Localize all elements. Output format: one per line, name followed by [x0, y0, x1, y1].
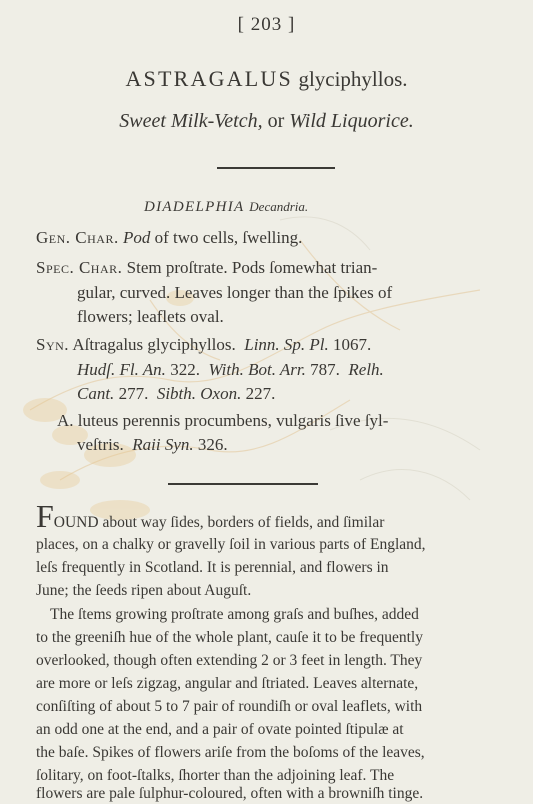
- paragraph-1-line-2: places, on a chalky or gravelly ſoil in various parts of England,: [36, 536, 426, 553]
- paragraph-1-line-3: leſs frequently in Scotland. It is perennial, and flowers in: [36, 559, 389, 576]
- gen-char-text: of two cells, ſwelling.: [154, 228, 303, 247]
- paragraph-2-line-9: flowers are pale ſulphur-coloured, often with a browniſh tinge.: [36, 785, 424, 802]
- class-name: DIADELPHIA: [144, 199, 245, 215]
- syn-2-ref-b: With. Bot. Arr.: [208, 360, 306, 379]
- paragraph-2-line-1: The ſtems growing proſtrate among graſs and buſhes, added: [50, 606, 419, 623]
- p1-l1-text: OUND about way ſides, borders of fields, and ſimilar: [53, 514, 385, 531]
- syn-1-ref: Linn. Sp. Pl.: [244, 335, 329, 354]
- syn-1-num: 1067.: [333, 335, 372, 354]
- common-name-connector: or: [267, 110, 285, 132]
- paragraph-2-line-7: the baſe. Spikes of flowers ariſe from the boſoms of the leaves,: [36, 744, 425, 761]
- common-names: [0, 110, 533, 133]
- title-divider: [217, 167, 335, 169]
- linnaean-class: [144, 199, 308, 216]
- syn-4-text: veſtris.: [77, 435, 124, 454]
- gen-char-label: Gen. Char.: [36, 228, 119, 247]
- synonym-line-3: [77, 384, 275, 404]
- syn-4-ref: Raii Syn.: [132, 435, 194, 454]
- paragraph-1-line-1: [36, 500, 384, 532]
- paragraph-2-line-6: an odd one at the end, and a pair of ovate pointed ſtipulæ at: [36, 721, 404, 738]
- syn-2-num-a: 322.: [170, 360, 200, 379]
- syn-1-name: Aſtragalus glyciphyllos.: [72, 335, 236, 354]
- paragraph-2-line-4: are more or leſs zigzag, angular and ſtriated. Leaves alternate,: [36, 675, 419, 692]
- syn-3-ref-b: Sibth. Oxon.: [156, 384, 242, 403]
- page-number: [ 203 ]: [237, 14, 296, 35]
- syn-2-ref-c: Relh.: [348, 360, 384, 379]
- synonym-line-2: [77, 360, 384, 380]
- generic-character: [36, 228, 302, 248]
- gen-char-pod: Pod: [122, 228, 151, 247]
- specific-character-line-1: [36, 258, 377, 278]
- paragraph-2-line-2: to the greeniſh hue of the whole plant, cauſe it to be frequently: [36, 629, 423, 646]
- synonym-line-1: [36, 335, 371, 355]
- syn-2-num-b: 787.: [310, 360, 340, 379]
- drop-cap: F: [36, 498, 54, 534]
- spec-char-text-1: Stem proſtrate. Pods ſomewhat trian-: [126, 258, 378, 277]
- syn-label: Syn.: [36, 335, 70, 354]
- spec-char-text-3: flowers; leaflets oval.: [77, 307, 224, 326]
- order-name: Decandria.: [249, 199, 309, 214]
- spec-char-text-2: gular, curved. Leaves longer than the ſpikes of: [77, 283, 393, 302]
- syn-3-ref-a: Cant.: [77, 384, 115, 403]
- species-epithet: glyciphyllos.: [298, 67, 408, 91]
- synonym-line-4: A. luteus perennis procumbens, vulgaris ſive ſyl-: [57, 411, 389, 430]
- paragraph-2-line-5: conſiſting of about 5 to 7 pair of roundiſh or oval leaflets, with: [36, 698, 423, 715]
- section-divider: [168, 483, 318, 485]
- synonym-line-5: [77, 435, 228, 455]
- paragraph-1-line-4: June; the ſeeds ripen about Auguſt.: [36, 582, 252, 599]
- common-name-1: Sweet Milk-Vetch,: [119, 110, 263, 132]
- species-title: [0, 66, 533, 92]
- paragraph-2-line-3: overlooked, though often extending 2 or 3 feet in length. They: [36, 652, 423, 669]
- common-name-2: Wild Liquorice.: [289, 110, 414, 132]
- genus-name: ASTRAGALUS: [125, 66, 293, 91]
- syn-2-ref-a: Hudſ. Fl. An.: [77, 360, 166, 379]
- paragraph-2-line-8: ſolitary, on foot-ſtalks, ſhorter than the adjoining leaf. The: [36, 767, 395, 784]
- syn-3-num-b: 227.: [245, 384, 276, 403]
- spec-char-label: Spec. Char.: [36, 258, 123, 277]
- syn-3-num-a: 277.: [118, 384, 149, 403]
- syn-4-num: 326.: [197, 435, 228, 454]
